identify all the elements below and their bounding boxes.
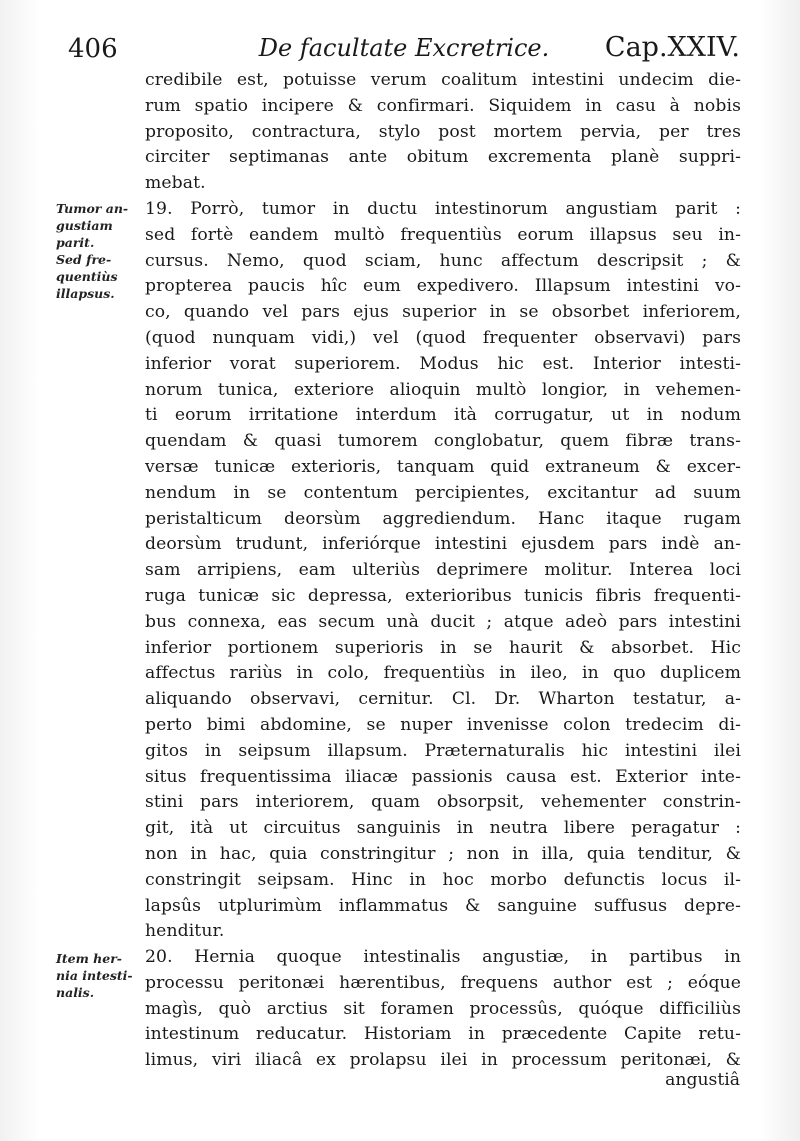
margin-note-line: Tumor an- [56, 201, 129, 216]
text-line: henditur. [145, 921, 225, 942]
text-line: sed fortè eandem multò frequentiùs eorum illapsus seu in- [145, 224, 741, 245]
text-line: gitos in seipsum illapsum. Præternaturalis hic intestini ilei [145, 740, 741, 761]
text-line: situs frequentissima iliacæ passionis causa est. Exterior inte- [145, 766, 741, 787]
catchword: angustiâ [665, 1070, 740, 1090]
text-line: peristalticum deorsùm aggrediendum. Hanc itaque rugam [145, 508, 741, 529]
text-line: processu peritonæi hærentibus, frequens author est ; eóque [145, 972, 741, 993]
margin-note-line: gustiam [56, 218, 113, 233]
text-line: sam arripiens, eam ulteriùs deprimere molitur. Interea loci [145, 560, 741, 581]
text-line: lapsûs utplurimùm inflammatus & sanguine suffusus depre- [145, 895, 741, 916]
text-line: co, quando vel pars ejus superior in se obsorbet inferiorem, [145, 302, 741, 323]
text-line: 20. Hernia quoque intestinalis angustiæ, in partibus in [145, 947, 741, 968]
text-line: intestinum reducatur. Historiam in præcedente Capite retu- [145, 1024, 741, 1045]
margin-note-line: illapsus. [56, 286, 115, 301]
text-line: stini pars interiorem, quam obsorpsit, vehementer constrin- [145, 792, 741, 813]
text-line: circiter septimanas ante obitum excrementa planè suppri- [145, 147, 741, 168]
running-header [68, 30, 740, 70]
text-line: bus connexa, eas secum unà ducit ; atque adeò pars intestini [145, 611, 741, 632]
margin-note-line: Item her- [56, 951, 122, 966]
margin-note-tumor [56, 200, 136, 302]
body-text [145, 68, 741, 1074]
text-line: perto bimi abdomine, se nuper invenisse colon tredecim di- [145, 714, 741, 735]
text-line: limus, viri iliacâ ex prolapsu ilei in processum peritonæi, & [145, 1050, 741, 1071]
text-line: (quod nunquam vidi,) vel (quod frequenter observavi) pars [145, 327, 741, 348]
text-line: aliquando observavi, cernitur. Cl. Dr. Wharton testatur, a- [145, 689, 741, 710]
text-line: versæ tunicæ exterioris, tanquam quid extraneum & excer- [145, 456, 741, 477]
text-line: quendam & quasi tumorem conglobatur, quem fibræ trans- [145, 431, 741, 452]
page-number: 406 [68, 34, 118, 64]
margin-note-line: nia intesti- [56, 968, 133, 983]
text-line: deorsùm trudunt, inferiórque intestini ejusdem pars indè an- [145, 534, 741, 555]
text-line: norum tunica, exteriore alioquin multò longior, in vehemen- [145, 379, 741, 400]
chapter-label: Cap.XXIV. [604, 32, 740, 63]
text-line: magìs, quò arctius sit foramen processûs, quóque difficiliùs [145, 998, 741, 1019]
text-line: 19. Porrò, tumor in ductu intestinorum angustiam parit : [145, 198, 741, 219]
text-line: inferior portionem superioris in se haurit & absorbet. Hic [145, 637, 741, 658]
text-line: mebat. [145, 173, 206, 194]
text-line: constringit seipsam. Hinc in hoc morbo defunctis locus il- [145, 869, 741, 890]
margin-note-hernia [56, 950, 136, 1001]
text-line: rum spatio incipere & confirmari. Siquidem in casu à nobis [145, 95, 741, 116]
text-line: credibile est, potuisse verum coalitum intestini undecim die- [145, 70, 741, 90]
margin-note-line: nalis. [56, 985, 95, 1000]
text-line: propterea paucis hîc eum expedivero. Illapsum intestini vo- [145, 276, 741, 297]
text-line: ruga tunicæ sic depressa, exterioribus tunicis fibris frequenti- [145, 585, 741, 606]
text-line: proposito, contractura, stylo post mortem pervia, per tres [145, 121, 741, 142]
text-line: affectus rariùs in colo, frequentiùs in ileo, in quo duplicem [145, 663, 741, 684]
margin-note-line: quentiùs [56, 269, 118, 284]
text-line: cursus. Nemo, quod sciam, hunc affectum descripsit ; & [145, 250, 741, 271]
text-line: nendum in se contentum percipientes, excitantur ad suum [145, 482, 741, 503]
margin-note-line: parit. [56, 235, 95, 250]
text-line: ti eorum irritatione interdum ità corrugatur, ut in nodum [145, 405, 741, 426]
text-line: git, ità ut circuitus sanguinis in neutra libere peragatur : [145, 818, 741, 839]
margin-note-line: Sed fre- [56, 252, 112, 267]
text-line: non in hac, quia constringitur ; non in illa, quia tenditur, & [145, 843, 741, 864]
text-line: inferior vorat superiorem. Modus hic est. Interior intesti- [145, 353, 741, 374]
running-title: De facultate Excretrice. [258, 34, 550, 62]
